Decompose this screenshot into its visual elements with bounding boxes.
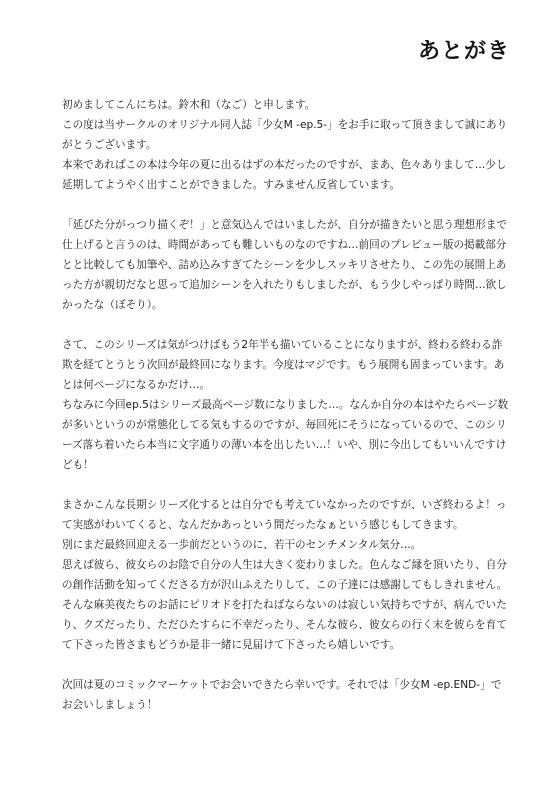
text-line: 「延びた分がっつり描くぞ！」と意気込んではいましたが、自分が描きたいと思う理想形まで仕上げると言うのは、時間があっても難しいものなのですね…前回のプレビュー版の掲載部分とと比較しても加筆や、詰め込みすぎてたシーンを少しスッキリさせたり、この先の展開上あった方が親切だなと思って追加シーンを入れたりもしましたが、もう少しやっぱり時間…欲しかったな（ぼそり）。 bbox=[62, 219, 507, 311]
text-line: ちなみに今回ep.5はシリーズ最高ページ数になりました…。なんか自分の本はやたらページ数が多いというのが常態化してる気もするのですが、毎回死にそうになっているので、このシリーズ落ち着いたら本当に文字通りの薄い本を出したい…！いや、別に今出してもいいんですけども！ bbox=[62, 399, 509, 471]
page-title: あとがき bbox=[417, 39, 510, 64]
text-line: そんな麻美夜たちのお話にピリオドを打たねばならないのは寂しい気持ちですが、病んでいたり、クズだったり、ただひたすらに不幸だったり、そんな彼ら、彼女らの行く末を彼らを育てて下さった皆さまもどうか是非一緒に見届けて下さったら嬉しいです。 bbox=[62, 599, 507, 651]
paragraph-intro bbox=[62, 95, 510, 195]
text-line: 別にまだ最終回迎える一歩前だというのに、若干のセンチメンタル気分…。 bbox=[62, 539, 422, 551]
text-line: この度は当サークルのオリジナル同人誌「少女M -ep.5-」をお手に取って頂きまして誠にありがとうございます。 bbox=[62, 119, 508, 151]
paragraph-production bbox=[62, 215, 510, 315]
text-line: 本来であればこの本は今年の夏に出るはずの本だったのですが、まあ、色々ありまして…少し延期してようやく出すことができました。すみません反省しています。 bbox=[62, 159, 507, 191]
paragraph-closing bbox=[62, 675, 510, 715]
text-line: さて、このシリーズは気がつけばもう2年半も描いていることになりますが、終わる終わる詐欺を経てとうとう次回が最終回になります。今度はマジです。もう展開も固まっています。あとは何ページになるかだけ…。 bbox=[62, 339, 505, 391]
text-line: 次回は夏のコミックマーケットでお会いできたら幸いです。それでは「少女M -ep.END-」でお会いしましょう！ bbox=[62, 679, 502, 711]
text-line: 初めましてこんにちは。鈴木和（なご）と申します。 bbox=[62, 99, 316, 111]
paragraph-reflection bbox=[62, 495, 510, 655]
text-line: 思えば彼ら、彼女らのお陰で自分の人生は大きく変わりました。色んなご縁を頂いたり、自分の創作活動を知ってくださる方が沢山ふえたりして、この子達には感謝してもしきれません。 bbox=[62, 559, 508, 591]
paragraph-series-end bbox=[62, 335, 510, 475]
afterword-body bbox=[62, 95, 510, 735]
text-line: まさかこんな長期シリーズ化するとは自分でも考えていなかったのですが、いざ終わるよ！って実感がわいてくると、なんだかあっという間だったなぁという感じもしてきます。 bbox=[62, 499, 507, 531]
